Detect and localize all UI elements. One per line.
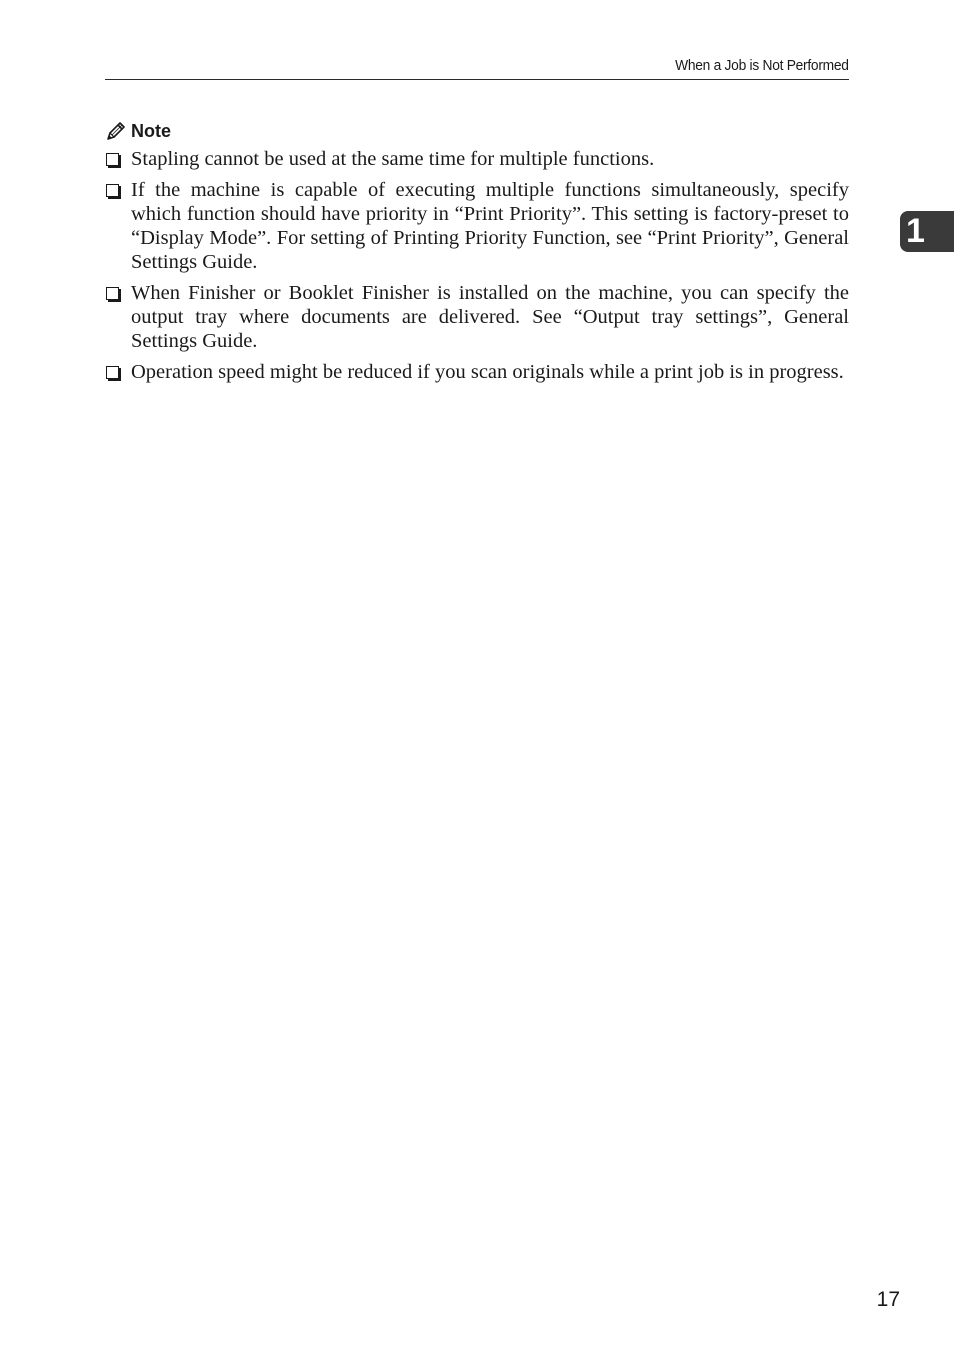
note-heading	[105, 118, 171, 144]
note-item	[105, 360, 849, 384]
note-item-text: If the machine is capable of executing multiple functions simultaneously, specify which function should have priority in “Print Priority”. This setting is factory-preset to “Display Mode”. For setting of Printing Priority Function, see “Print Priority”, General Settings Guide.	[131, 179, 849, 273]
checkbox-bullet-icon	[106, 287, 119, 300]
note-item-text: Operation speed might be reduced if you scan originals while a print job is in progress.	[131, 361, 844, 383]
note-title: Note	[131, 120, 171, 141]
note-item	[105, 147, 849, 171]
chapter-tab: 1	[900, 211, 954, 252]
running-header	[105, 57, 849, 80]
pencil-note-icon	[105, 120, 127, 142]
checkbox-bullet-icon	[106, 366, 119, 379]
note-item-text: Stapling cannot be used at the same time for multiple functions.	[131, 148, 655, 170]
page-number: 17	[876, 1288, 900, 1311]
note-item	[105, 281, 849, 353]
note-item-text: When Finisher or Booklet Finisher is installed on the machine, you can specify the output tray where documents are delivered. See “Output tray settings”, General Settings Guide.	[131, 282, 849, 352]
checkbox-bullet-icon	[106, 184, 119, 197]
running-header-title: When a Job is Not Performed	[675, 57, 849, 74]
note-item	[105, 178, 849, 274]
note-list	[105, 147, 849, 391]
checkbox-bullet-icon	[106, 153, 119, 166]
